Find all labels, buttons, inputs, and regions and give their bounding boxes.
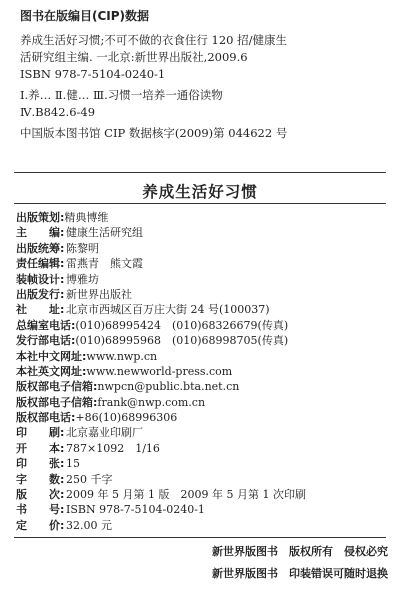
imprint-value: 787×1092 1/16 xyxy=(66,441,160,455)
imprint-value: 博雅坊 xyxy=(66,272,99,286)
imprint-row xyxy=(16,487,388,502)
imprint-label: 社 址: xyxy=(16,303,65,317)
imprint-row xyxy=(16,349,388,364)
imprint-row xyxy=(16,256,388,271)
imprint-label: 版 次: xyxy=(16,488,65,502)
divider-under-title xyxy=(14,203,386,204)
imprint-label: 版权部电子信箱: xyxy=(16,395,98,409)
imprint-value: 健康生活研究组 xyxy=(66,226,143,240)
imprint-value: 32.00 元 xyxy=(66,518,112,532)
imprint-label: 出版策划: xyxy=(16,211,65,224)
imprint-label: 书 号: xyxy=(16,503,65,517)
imprint-row xyxy=(16,241,388,256)
imprint-label: 发行部电话: xyxy=(16,334,76,348)
imprint-value: +86(10)68996306 xyxy=(75,411,178,425)
imprint-row xyxy=(16,272,388,287)
imprint-value: 北京市西城区百万庄大街 24 号(100037) xyxy=(66,303,270,317)
imprint-value: www.newworld-press.com xyxy=(86,364,233,378)
cip-heading: 图书在版编目(CIP)数据 xyxy=(20,9,150,23)
footer-rights-notice: 新世界版图书 版权所有 侵权必究 xyxy=(212,545,388,558)
imprint-value: (010)68995968 (010)68998705(传真) xyxy=(75,334,289,348)
imprint-label: 责任编辑: xyxy=(16,257,65,271)
imprint-label: 印 刷: xyxy=(16,426,65,440)
imprint-row xyxy=(16,287,388,302)
imprint-label: 主 编: xyxy=(16,226,65,240)
divider-bottom xyxy=(14,537,386,538)
imprint-row xyxy=(16,379,388,394)
imprint-label: 总编室电话: xyxy=(16,318,76,332)
imprint-value: 精典博维 xyxy=(64,211,109,224)
imprint-label: 印 张: xyxy=(16,457,65,471)
imprint-row xyxy=(16,425,388,440)
imprint-row xyxy=(16,210,388,225)
imprint-value: nwpcn@public.bta.net.cn xyxy=(97,380,240,394)
cip-line: Ⅳ.B842.6-49 xyxy=(20,105,96,119)
imprint-label: 定 价: xyxy=(16,518,65,532)
imprint-row xyxy=(16,502,388,517)
imprint-row xyxy=(16,318,388,333)
cip-line: Ⅰ.养… Ⅱ.健… Ⅲ.习惯一培养一通俗读物 xyxy=(20,88,223,102)
imprint-label: 装帧设计: xyxy=(16,272,65,286)
cip-line: ISBN 978-7-5104-0240-1 xyxy=(20,67,166,81)
imprint-row xyxy=(16,225,388,240)
imprint-row xyxy=(16,395,388,410)
imprint-label: 本社中文网址: xyxy=(16,349,87,363)
cip-line: 中国版本图书馆 CIP 数据核字(2009)第 044622 号 xyxy=(20,126,288,140)
imprint-label: 开 本: xyxy=(16,441,65,455)
imprint-row xyxy=(16,410,388,425)
imprint-row xyxy=(16,364,388,379)
imprint-value: 15 xyxy=(66,457,80,471)
imprint-row xyxy=(16,333,388,348)
imprint-value: 新世界出版社 xyxy=(66,287,132,301)
imprint-value: www.nwp.cn xyxy=(86,349,158,363)
imprint-label: 本社英文网址: xyxy=(16,364,87,378)
cip-line: 活研究组主编. 一北京:新世界出版社,2009.6 xyxy=(20,50,248,64)
imprint-value: 北京嘉业印刷厂 xyxy=(66,426,143,440)
imprint-row xyxy=(16,472,388,487)
imprint-row xyxy=(16,441,388,456)
imprint-value: ISBN 978-7-5104-0240-1 xyxy=(66,503,205,517)
imprint-value: frank@nwp.com.cn xyxy=(97,395,206,409)
divider-top xyxy=(14,172,386,173)
imprint-label: 版权部电子信箱: xyxy=(16,380,98,394)
footer-return-notice: 新世界版图书 印装错误可随时退换 xyxy=(212,567,388,580)
imprint-label: 出版发行: xyxy=(16,287,65,301)
imprint-row xyxy=(16,302,388,317)
imprint-value: (010)68995424 (010)68326679(传真) xyxy=(75,318,289,332)
imprint-label: 出版统筹: xyxy=(16,241,65,255)
imprint-row xyxy=(16,518,388,533)
cip-block xyxy=(20,8,390,142)
imprint-value: 250 千字 xyxy=(66,472,113,486)
imprint-value: 雷燕青 熊文霞 xyxy=(66,257,143,271)
book-title: 养成生活好习惯 xyxy=(142,183,258,201)
cip-line: 养成生活好习惯;不可不做的衣食住行 120 招/健康生 xyxy=(20,33,288,47)
imprint-value: 陈黎明 xyxy=(66,241,99,255)
imprint-value: 2009 年 5 月第 1 版 2009 年 5 月第 1 次印刷 xyxy=(66,488,306,502)
imprint-list xyxy=(16,210,388,533)
imprint-row xyxy=(16,456,388,471)
imprint-label: 字 数: xyxy=(16,472,65,486)
imprint-label: 版权部电话: xyxy=(16,411,76,425)
